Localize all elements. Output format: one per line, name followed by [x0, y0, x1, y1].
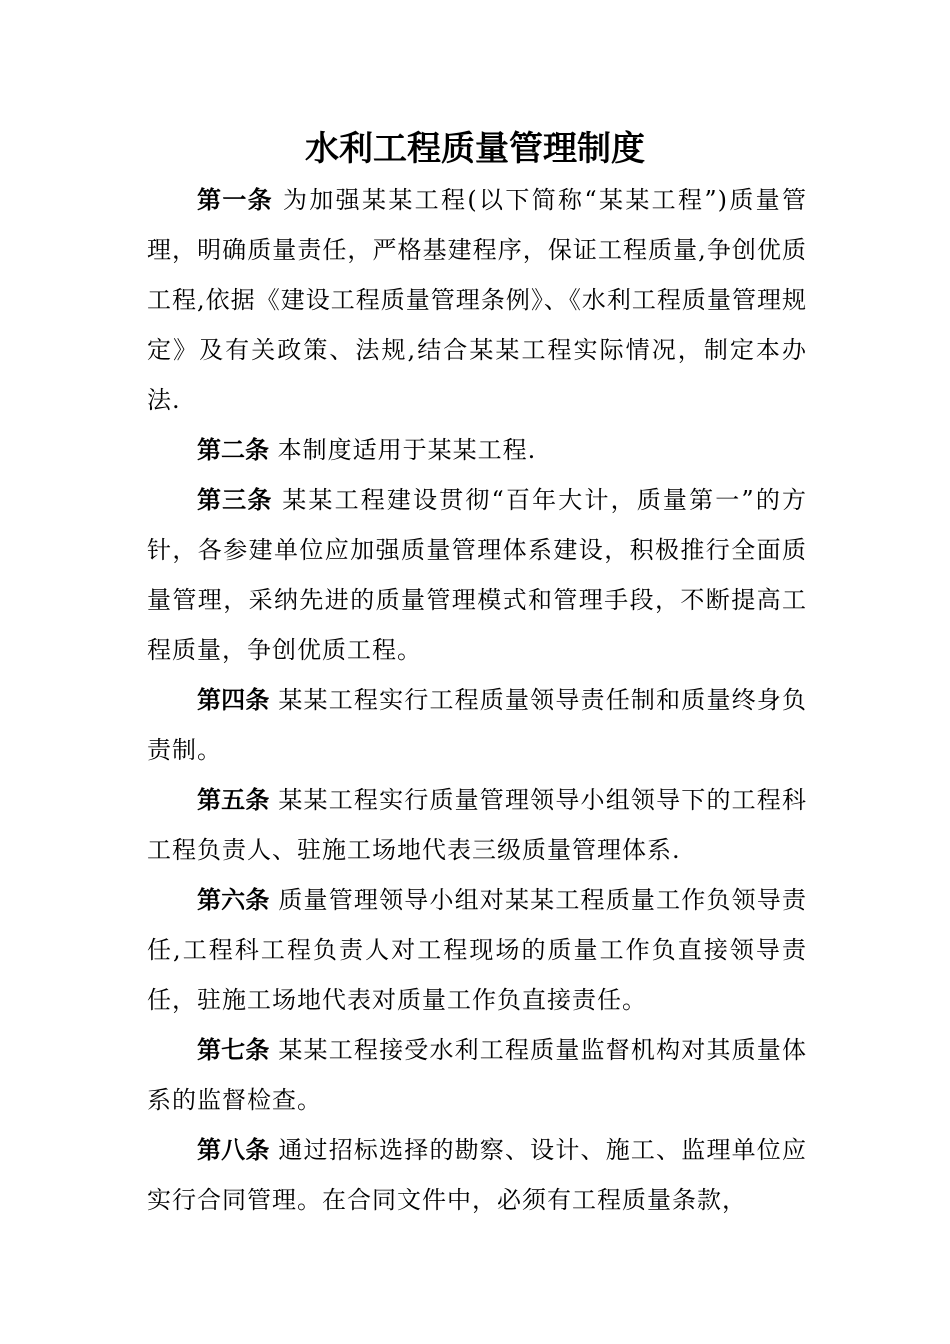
article-3 [147, 475, 807, 675]
article-7 [147, 1025, 807, 1125]
article-label: 第五条 [197, 786, 270, 814]
article-text: 某某工程建设贯彻“百年大计，质量第一”的方针，各参建单位应加强质量管理体系建设，积极推行全面质量管理，采纳先进的质量管理模式和管理手段，不断提高工程质量，争创优质工程。 [147, 486, 808, 664]
article-label: 第一条 [197, 186, 274, 214]
article-text: 为加强某某工程(以下简称“某某工程”)质量管理，明确质量责任，严格基建程序，保证工程质量,争创优质工程,依据《建设工程质量管理条例》、《水利工程质量管理规定》及有关政策、法规,结合某某工程实际情况，制定本办法. [147, 186, 807, 414]
article-label: 第六条 [197, 886, 270, 914]
article-text: 质量管理领导小组对某某工程质量工作负领导责任,工程科工程负责人对工程现场的质量工作负直接领导责任，驻施工场地代表对质量工作负直接责任。 [147, 886, 807, 1014]
article-label: 第二条 [197, 436, 269, 464]
article-text: 某某工程接受水利工程质量监督机构对其质量体系的监督检查。 [147, 1036, 807, 1114]
article-label: 第四条 [197, 686, 270, 714]
document-title: 水利工程质量管理制度 [305, 129, 645, 169]
article-text: 本制度适用于某某工程. [269, 436, 537, 464]
article-1 [147, 175, 807, 425]
article-label: 第七条 [197, 1036, 270, 1064]
article-5 [147, 775, 807, 875]
article-label: 第八条 [197, 1136, 270, 1164]
article-4 [147, 675, 807, 775]
article-6 [147, 875, 807, 1025]
article-text: 某某工程实行工程质量领导责任制和质量终身负责制。 [147, 686, 807, 764]
article-8 [147, 1125, 807, 1225]
article-label: 第三条 [197, 486, 273, 514]
document-body [147, 175, 807, 1225]
article-text: 某某工程实行质量管理领导小组领导下的工程科工程负责人、驻施工场地代表三级质量管理体系. [147, 786, 807, 864]
article-2 [147, 425, 807, 475]
article-text: 通过招标选择的勘察、设计、施工、监理单位应实行合同管理。在合同文件中，必须有工程质量条款， [147, 1136, 807, 1214]
